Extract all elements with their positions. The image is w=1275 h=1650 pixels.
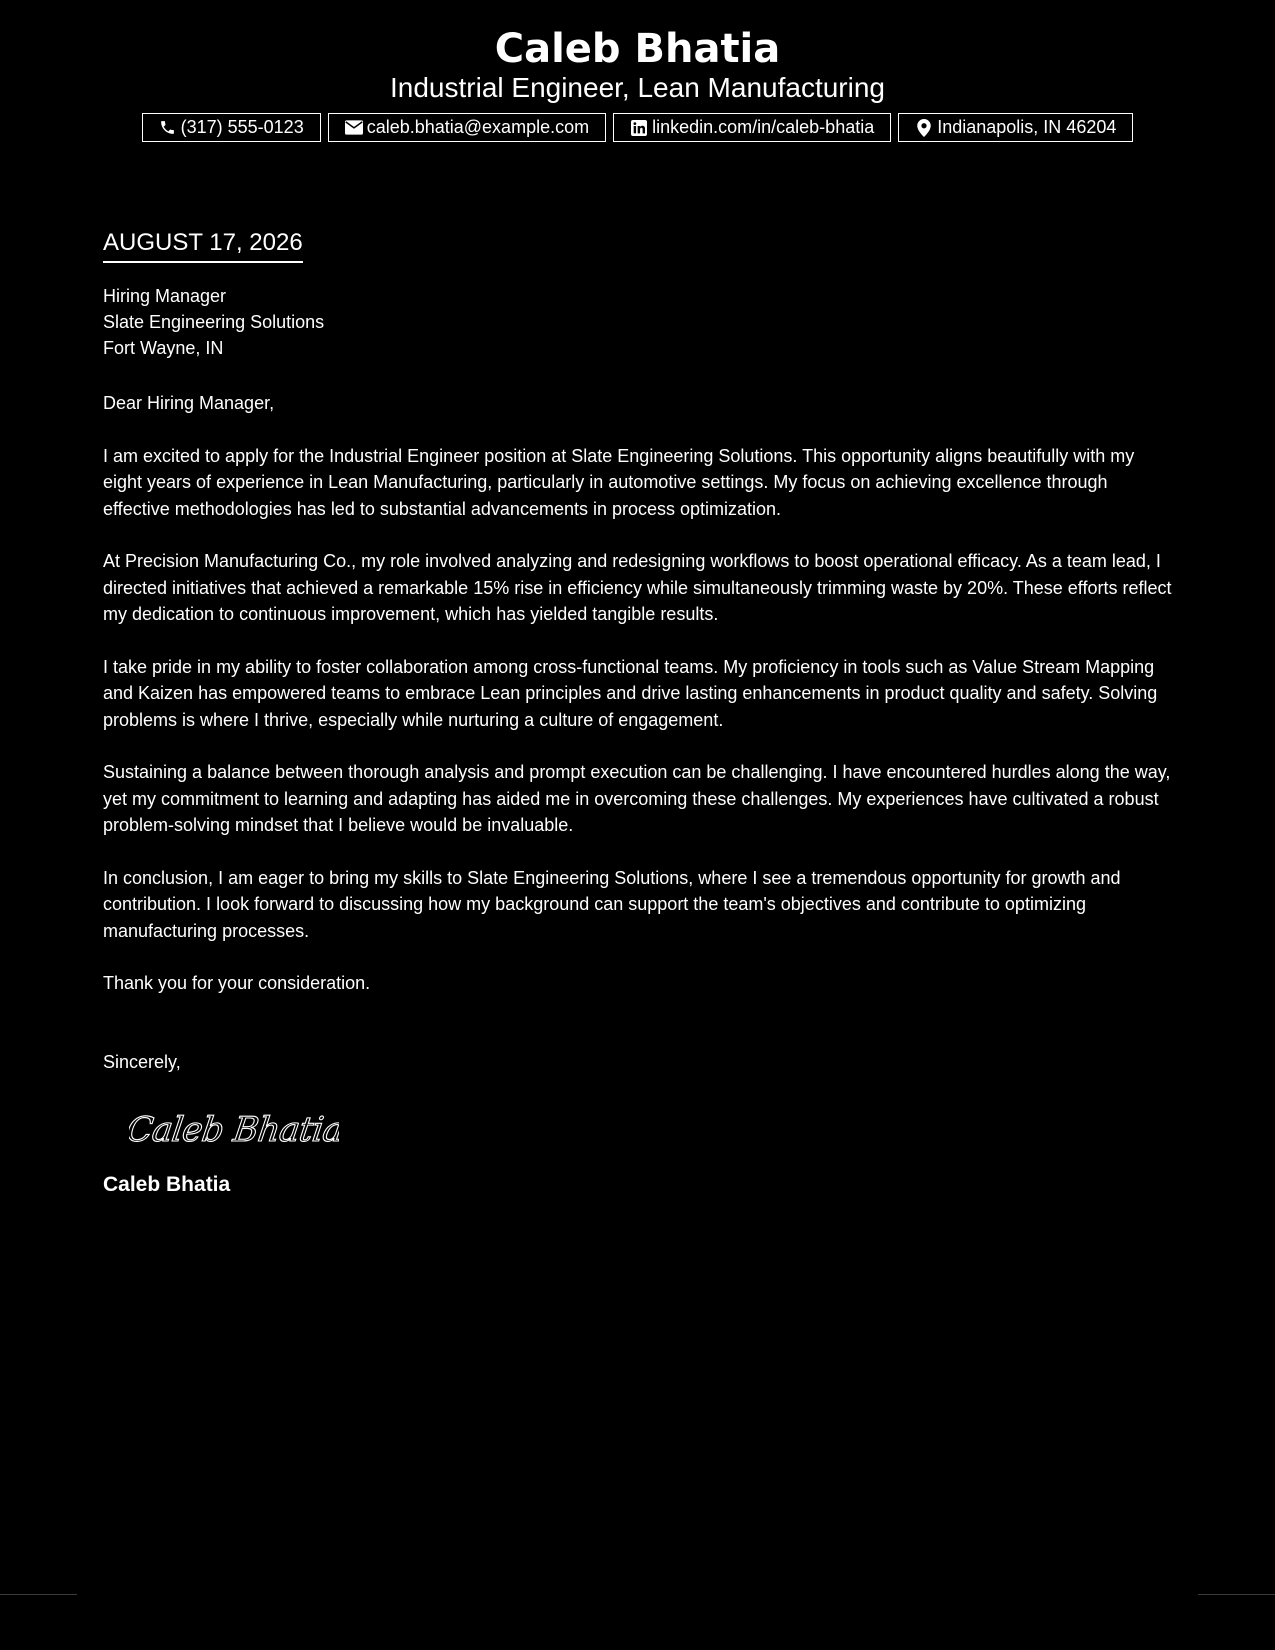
contact-linkedin-text: linkedin.com/in/caleb-bhatia bbox=[652, 117, 875, 137]
contact-linkedin[interactable] bbox=[613, 113, 891, 142]
paragraph: I take pride in my ability to foster collaboration among cross-functional teams. My proficiency in tools such as Value Stream Mapping and Kaizen has empowered teams to embrace Lean principles and drive lasting enhancements in product quality and safety. Solving problems is where I thrive, especially while nurturing a culture of engagement. bbox=[103, 656, 1158, 730]
signer-name: Caleb Bhatia bbox=[103, 1173, 231, 1196]
svg-text:Caleb Bhatia: Caleb Bhatia bbox=[129, 1110, 339, 1150]
paragraph: Sustaining a balance between thorough analysis and prompt execution can be challenging. I have encountered hurdles along the way, yet my commitment to learning and adapting has aided me in overcoming these challenges. My experiences have cultivated a robust problem-solving mindset that I believe would be invaluable. bbox=[103, 762, 1171, 835]
salutation: Dear Hiring Manager, bbox=[103, 393, 275, 413]
letter-header bbox=[0, 22, 1275, 142]
recipient-company: Slate Engineering Solutions bbox=[103, 312, 325, 332]
phone-icon bbox=[159, 119, 177, 137]
contact-phone[interactable] bbox=[142, 113, 321, 142]
paragraph: In conclusion, I am eager to bring my skills to Slate Engineering Solutions, where I see a tremendous opportunity for growth and contribution. I look forward to discussing how my background can support the team's objectives and contribute to optimizing manufacturing processes. bbox=[103, 867, 1121, 941]
letter-date: AUGUST 17, 2026 bbox=[103, 226, 303, 263]
footer-rule-right bbox=[1198, 1594, 1275, 1595]
paragraph: At Precision Manufacturing Co., my role involved analyzing and redesigning workflows to boost operational efficacy. As a team lead, I directed initiatives that achieved a remarkable 15% rise in efficiency while simultaneously trimming waste by 20%. These efforts reflect my dedication to continuous improvement, which has yielded tangible results. bbox=[103, 551, 1172, 624]
handwritten-signature bbox=[129, 1101, 1173, 1157]
closing: Sincerely, bbox=[103, 1051, 181, 1072]
recipient-title: Hiring Manager bbox=[103, 286, 227, 306]
sender-name: Caleb Bhatia bbox=[494, 26, 781, 72]
footer-rule-left bbox=[0, 1594, 77, 1595]
paragraph: Thank you for your consideration. bbox=[103, 973, 371, 993]
paragraph: I am excited to apply for the Industrial Engineer position at Slate Engineering Solutions. This opportunity aligns beautifully with my eight years of experience in Lean Manufacturing, particularly in automotive settings. My focus on achieving excellence through effective methodologies has led to substantial advancements in process optimization. bbox=[103, 445, 1135, 519]
contact-bar bbox=[0, 113, 1275, 142]
contact-location-text: Indianapolis, IN 46204 bbox=[937, 117, 1117, 137]
contact-phone-text: (317) 555-0123 bbox=[180, 117, 304, 137]
recipient-block bbox=[103, 283, 1173, 361]
linkedin-icon bbox=[630, 119, 648, 137]
map-pin-icon bbox=[915, 119, 933, 137]
envelope-icon bbox=[345, 119, 363, 137]
recipient-location: Fort Wayne, IN bbox=[103, 338, 224, 358]
sender-headline: Industrial Engineer, Lean Manufacturing bbox=[390, 72, 885, 103]
contact-location[interactable] bbox=[898, 113, 1133, 142]
letter-body bbox=[103, 226, 1173, 1199]
contact-email-text: caleb.bhatia@example.com bbox=[366, 117, 590, 137]
contact-email[interactable] bbox=[328, 113, 606, 142]
